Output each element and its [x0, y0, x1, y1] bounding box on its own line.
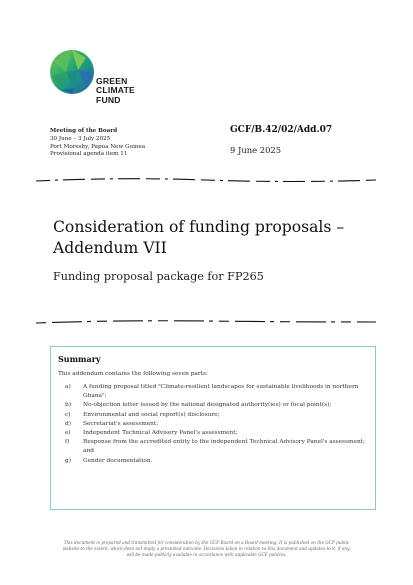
meeting-dates: 30 June – 3 July 2025: [50, 135, 111, 142]
footer-line-3: will be made publicly available in accordance with applicable GCF policies.: [126, 552, 287, 557]
summary-heading: Summary: [58, 354, 101, 364]
footer-disclaimer: [40, 540, 373, 558]
org-name: [96, 77, 135, 105]
document-date: 9 June 2025: [230, 145, 282, 155]
list-item-label: c): [65, 411, 71, 418]
title-line-2: Addendum VII: [53, 239, 167, 257]
list-item-text: Secretariat's assessment;: [83, 420, 159, 427]
list-item-label: g): [65, 457, 71, 464]
list-item-text: Independent Technical Advisory Panel's assessment;: [83, 430, 238, 437]
footer-line-1: This document is prepared and transmitted for consideration by the GCF Board on a Board meeting. It is published on the GCF public: [63, 540, 350, 545]
list-item: [65, 420, 365, 429]
meeting-info: [50, 128, 145, 159]
list-item: [65, 411, 365, 420]
summary-intro: This addendum contains the following seven parts:: [58, 371, 208, 377]
meeting-title: Meeting of the Board: [50, 128, 118, 134]
org-name-line-1: GREEN: [96, 76, 128, 86]
org-name-line-2: CLIMATE: [96, 85, 135, 96]
org-name-line-3: FUND: [96, 94, 121, 105]
list-item-label: f): [65, 439, 70, 446]
list-item-label: e): [65, 430, 71, 437]
list-item-text: Gender documentation.: [83, 457, 153, 464]
footer-line-2: website to the extent, which does not imply a presumed outcome. Decisions taken in relation to this document and updates to it, if any,: [62, 546, 351, 551]
list-item-text: Response from the accredited entity to the independent Technical Advisory Panel's assessment; and: [83, 439, 365, 455]
page-title: [53, 217, 344, 259]
divider-top: [36, 176, 376, 184]
list-item: [65, 383, 365, 401]
meeting-agenda: Provisional agenda item 11: [50, 151, 128, 158]
list-item-text: No-objection letter issued by the national designated authority(ies) or focal point(s);: [83, 402, 332, 409]
summary-list: [65, 383, 365, 466]
list-item-label: a): [65, 384, 71, 390]
meeting-place: Port Moresby, Papua New Guinea: [50, 143, 146, 150]
list-item-text: Environmental and social report(s) disclosure;: [83, 411, 220, 418]
list-item-text: A funding proposal titled "Climate-resilient landscapes for sustainable livelihoods in northern Ghana";: [83, 384, 359, 400]
divider-bottom: [36, 318, 376, 326]
summary-box: [50, 346, 376, 510]
page-subtitle: Funding proposal package for FP265: [53, 270, 264, 283]
list-item: [65, 457, 365, 466]
list-item: [65, 438, 365, 456]
list-item-label: b): [65, 402, 71, 409]
title-line-1: Consideration of funding proposals –: [53, 218, 345, 236]
list-item: [65, 401, 365, 410]
gcf-globe-logo-icon: [48, 48, 96, 96]
document-reference: GCF/B.42/02/Add.07: [230, 125, 333, 135]
list-item: [65, 429, 365, 438]
list-item-label: d): [65, 420, 71, 427]
